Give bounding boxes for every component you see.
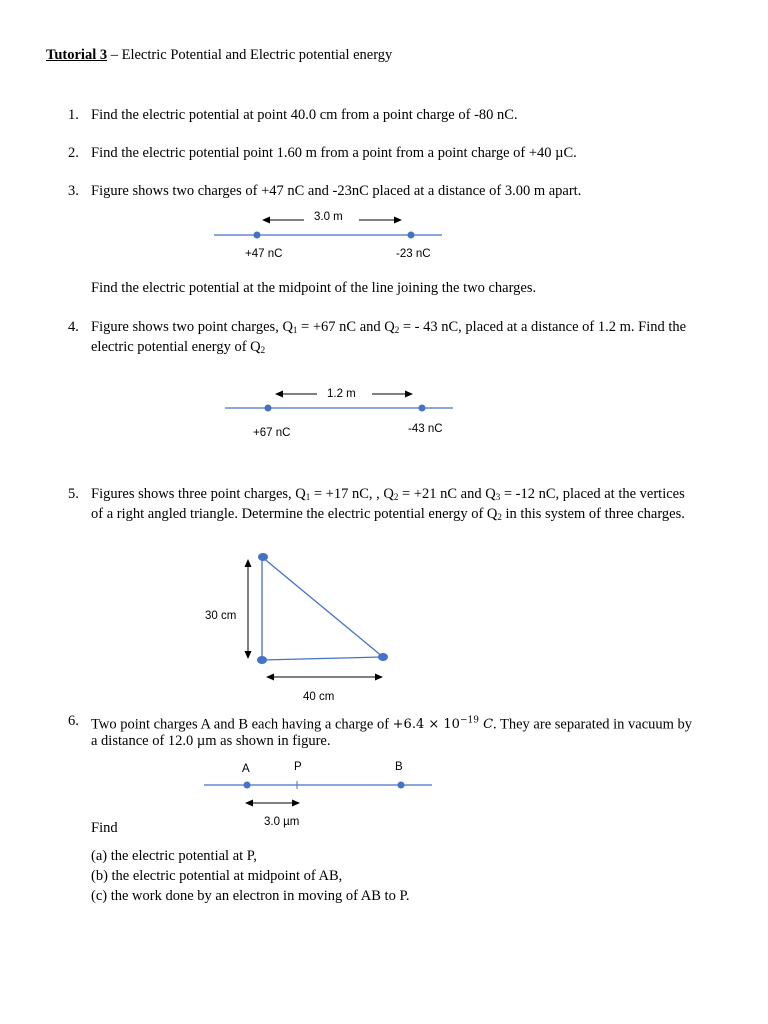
q5-sub1: 1 xyxy=(305,492,311,502)
q1-number: 1. xyxy=(68,107,79,123)
q4-line2-sub: 2 xyxy=(260,345,266,355)
q5-vertical-label: 30 cm xyxy=(205,610,237,622)
q6-part-b: (b) the electric potential at midpoint of AB, xyxy=(91,868,343,884)
q6-label-b: B xyxy=(395,761,403,773)
q3-number: 3. xyxy=(68,183,79,199)
q2-text: Find the electric potential point 1.60 m from a point from a point charge of +40 µC. xyxy=(91,145,577,161)
q6-distance-arrowhead-right xyxy=(292,800,300,807)
q4-sub2: 2 xyxy=(394,325,400,335)
q1-text: Find the electric potential at point 40.0 cm from a point charge of -80 nC. xyxy=(91,107,518,123)
q3-right-charge-label: -23 nC xyxy=(396,248,431,260)
q6-charge-unit: C xyxy=(478,717,494,733)
q4-number: 4. xyxy=(68,319,79,335)
q6-part-a: (a) the electric potential at P, xyxy=(91,848,257,864)
q6-part-c: (c) the work done by an electron in moving of AB to P. xyxy=(91,888,410,904)
q6-label-a: A xyxy=(242,763,250,775)
q5-line1-d: = -12 nC, placed at the vertices xyxy=(500,486,685,502)
q6-label-p: P xyxy=(294,761,302,773)
q5-line1-b: = +17 nC, , Q xyxy=(310,486,394,502)
q4-line2-a: electric potential energy of Q xyxy=(91,339,261,355)
tutorial-label: Tutorial 3 xyxy=(46,47,108,63)
q4-left-charge-label: +67 nC xyxy=(253,427,291,439)
q4-sub1: 1 xyxy=(292,325,298,335)
q3-followup: Find the electric potential at the midpoint of the line joining the two charges. xyxy=(91,280,537,296)
q6-distance-label: 3.0 µm xyxy=(264,816,300,828)
q6-charge-a-dot xyxy=(244,782,251,789)
title-dash: – xyxy=(107,47,122,63)
title-text: Electric Potential and Electric potential energy xyxy=(121,47,393,63)
q5-sub3: 3 xyxy=(495,492,501,502)
q5-line1-a: Figures shows three point charges, Q xyxy=(91,486,306,502)
q3-distance-label: 3.0 m xyxy=(314,211,343,223)
q6-line1-a: Two point charges A and B each having a charge of xyxy=(91,716,393,733)
q5-line2-b: in this system of three charges. xyxy=(501,506,685,522)
q2-number: 2. xyxy=(68,145,79,161)
q6-charge-exponent: −19 xyxy=(459,716,479,726)
q6-distance-arrowhead-left xyxy=(245,800,253,807)
q5-line1-c: = +21 nC and Q xyxy=(398,486,496,502)
q6-line1-b: . They are separated in vacuum by xyxy=(493,716,693,733)
q3-text: Figure shows two charges of +47 nC and -23nC placed at a distance of 3.00 m apart. xyxy=(91,183,582,199)
q6-charge-b-dot xyxy=(398,782,405,789)
q6-charge-mantissa: +6.4 × 10 xyxy=(392,717,460,733)
q5-horizontal-label: 40 cm xyxy=(303,691,335,703)
q5-line2-sub: 2 xyxy=(497,512,502,522)
q4-distance-label: 1.2 m xyxy=(327,388,356,400)
q5-sub2: 2 xyxy=(393,492,399,502)
q3-left-charge-label: +47 nC xyxy=(245,248,283,260)
q4-right-charge-label: -43 nC xyxy=(408,423,443,435)
q4-line1-a: Figure shows two point charges, Q xyxy=(91,319,293,335)
q4-line1-c: = - 43 nC, placed at a distance of 1.2 m. Find the xyxy=(399,319,687,335)
q6-find: Find xyxy=(91,820,118,836)
q5-line2-a: of a right angled triangle. Determine the electric potential energy of Q xyxy=(91,506,498,522)
q4-line1-b: = +67 nC and Q xyxy=(297,319,395,335)
q6-line2: a distance of 12.0 µm as shown in figure. xyxy=(91,733,331,749)
q5-number: 5. xyxy=(68,486,79,502)
q6-number: 6. xyxy=(68,713,79,729)
